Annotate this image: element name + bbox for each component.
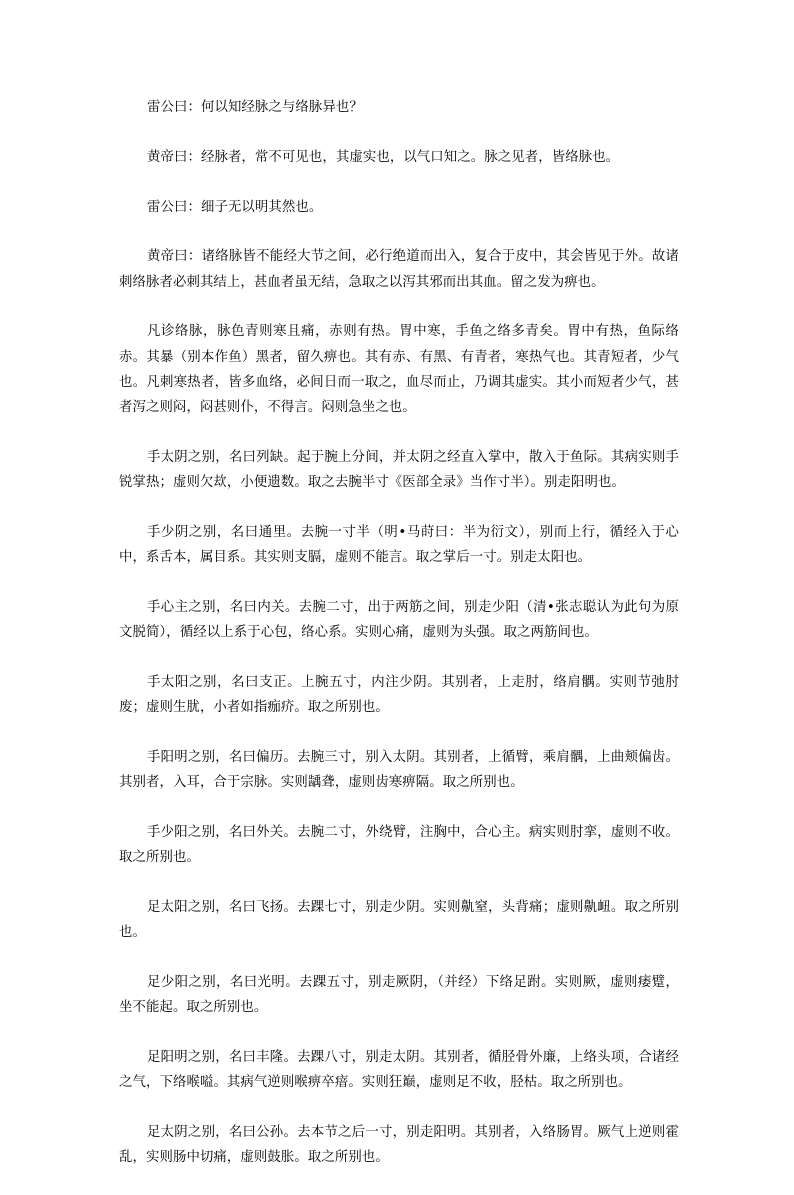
- paragraph: 黄帝曰：经脉者，常不可见也，其虚实也，以气口知之。脉之见者，皆络脉也。: [147, 149, 620, 165]
- paragraph: 凡诊络脉，脉色青则寒且痛，赤则有热。胃中寒，手鱼之络多青矣。胃中有热，鱼际络赤。其暴（别本作鱼）黑者，留久痹也。其有赤、有黑、有青者，寒热气也。其青短者，少气也。凡刺寒热者，皆多血络，必间日而一取之，血尽而止，乃调其虚实。其小而短者少气，甚者泻之则闷，闷甚则仆，不得言。闷则急坐之也。: [119, 324, 679, 415]
- paragraph: 足少阳之别，名曰光明。去踝五寸，别走厥阴，（并经）下络足跗。实则厥，虚则痿躄，坐不能起。取之所别也。: [119, 974, 679, 1015]
- paragraph: 足太阳之别，名曰飞扬。去踝七寸，别走少阴。实则鼽窒，头背痛；虚则鼽衄。取之所别也。: [119, 899, 679, 940]
- paragraph: 手少阳之别，名曰外关。去腕二寸，外绕臂，注胸中，合心主。病实则肘挛，虚则不收。取之所别也。: [119, 824, 679, 865]
- paragraph: 手太阳之别，名曰支正。上腕五寸，内注少阴。其别者，上走肘，络肩髃。实则节弛肘废；虚则生肬，小者如指痂疥。取之所别也。: [119, 674, 679, 715]
- document-body: [119, 95, 679, 1195]
- paragraph: 手太阴之别，名曰列缺。起于腕上分间，并太阴之经直入掌中，散入于鱼际。其病实则手锐掌热；虚则欠㰦，小便遗数。取之去腕半寸《医部全录》当作寸半）。别走阳明也。: [119, 449, 679, 490]
- paragraph: 足太阴之别，名曰公孙。去本节之后一寸，别走阳明。其别者，入络肠胃。厥气上逆则霍乱，实则肠中切痛，虚则鼓胀。取之所别也。: [119, 1124, 679, 1165]
- paragraph: 手阳明之别，名曰偏历。去腕三寸，别入太阴。其别者，上循臂，乘肩髃，上曲颊偏齿。其别者，入耳，合于宗脉。实则龋聋，虚则齿寒痹隔。取之所别也。: [119, 749, 679, 790]
- paragraph: 手心主之别，名曰内关。去腕二寸，出于两筋之间，别走少阳（清•张志聪认为此句为原文脱简），循经以上系于心包，络心系。实则心痛，虚则为头强。取之两筋间也。: [119, 599, 679, 640]
- paragraph: 黄帝曰：诸络脉皆不能经大节之间，必行绝道而出入，复合于皮中，其会皆见于外。故诸刺络脉者必刺其结上，甚血者虽无结，急取之以泻其邪而出其血。留之发为痹也。: [119, 249, 679, 290]
- paragraph: 足阳明之别，名曰丰隆。去踝八寸，别走太阴。其别者，循胫骨外廉，上络头项，合诸经之气，下络喉嗌。其病气逆则喉痹卒瘖。实则狂巅，虚则足不收，胫枯。取之所别也。: [119, 1049, 679, 1090]
- paragraph: 雷公曰：何以知经脉之与络脉异也？: [147, 100, 363, 115]
- paragraph: 雷公曰：细子无以明其然也。: [147, 199, 323, 215]
- paragraph: 手少阴之别，名曰通里。去腕一寸半（明•马莳曰：半为衍文），别而上行，循经入于心中，系舌本，属目系。其实则支膈，虚则不能言。取之掌后一寸。别走太阳也。: [119, 524, 679, 565]
